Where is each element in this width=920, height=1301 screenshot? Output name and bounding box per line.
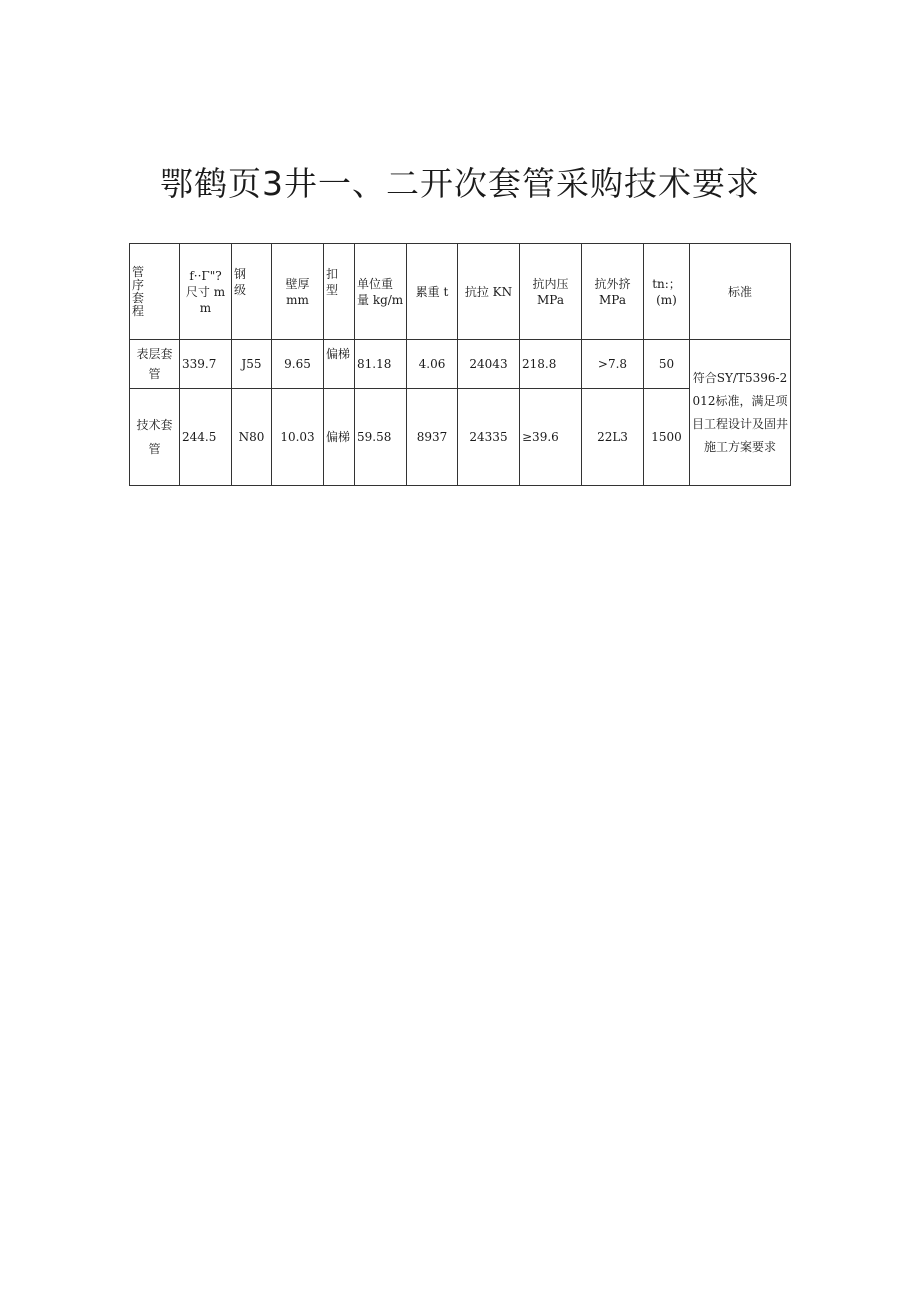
header-cell-unit-weight: 单位重 量 kg/m — [355, 244, 407, 340]
cell-standard-note: 符合SY/T5396-2012标准，满足项目工程设计及固井施工方案要求 — [690, 340, 791, 486]
cell-wall: 9.65 — [272, 340, 324, 389]
cell-unit-weight: 59.58 — [355, 389, 407, 486]
cell-size: 244.5 — [180, 389, 232, 486]
header-cell-standard: 标准 — [690, 244, 791, 340]
cell-unit-weight: 81.18 — [355, 340, 407, 389]
cell-grade: N80 — [232, 389, 272, 486]
cell-collapse: 22L3 — [582, 389, 644, 486]
cell-depth: 50 — [644, 340, 690, 389]
cell-thread: 偏梯 — [324, 340, 355, 389]
header-cell-burst: 抗内压 MPa — [520, 244, 582, 340]
cell-tensile: 24043 — [458, 340, 520, 389]
cell-casing-name: 表层套 管 — [130, 340, 180, 389]
header-cell-size: f··Γ"? 尺寸 mm — [180, 244, 232, 340]
cell-casing-name: 技术套 管 — [130, 389, 180, 486]
casing-spec-table — [129, 243, 791, 486]
cell-total-weight: 4.06 — [407, 340, 458, 389]
cell-grade: J55 — [232, 340, 272, 389]
header-cell-total-weight: 累重 t — [407, 244, 458, 340]
cell-total-weight: 8937 — [407, 389, 458, 486]
cell-wall: 10.03 — [272, 389, 324, 486]
cell-collapse: >7.8 — [582, 340, 644, 389]
header-cell-grade: 钢 级 — [232, 244, 272, 340]
cell-burst: 218.8 — [520, 340, 582, 389]
header-cell-depth: tn:； (m) — [644, 244, 690, 340]
header-cell-thread-type: 扣 型 — [324, 244, 355, 340]
header-cell-tensile: 抗拉 KN — [458, 244, 520, 340]
document-title: 鄂鹤页3井一、二开次套管采购技术要求 — [160, 164, 760, 203]
cell-depth: 1500 — [644, 389, 690, 486]
table-header-row — [130, 244, 791, 340]
table-row-surface-casing — [130, 340, 791, 389]
cell-thread: 偏梯 — [324, 389, 355, 486]
cell-burst: ≥39.6 — [520, 389, 582, 486]
header-cell-wall-thickness: 壁厚 mm — [272, 244, 324, 340]
cell-tensile: 24335 — [458, 389, 520, 486]
header-cell-collapse: 抗外挤 MPa — [582, 244, 644, 340]
cell-size: 339.7 — [180, 340, 232, 389]
header-cell-casing-sequence: 管 序 套 程 — [130, 244, 180, 340]
